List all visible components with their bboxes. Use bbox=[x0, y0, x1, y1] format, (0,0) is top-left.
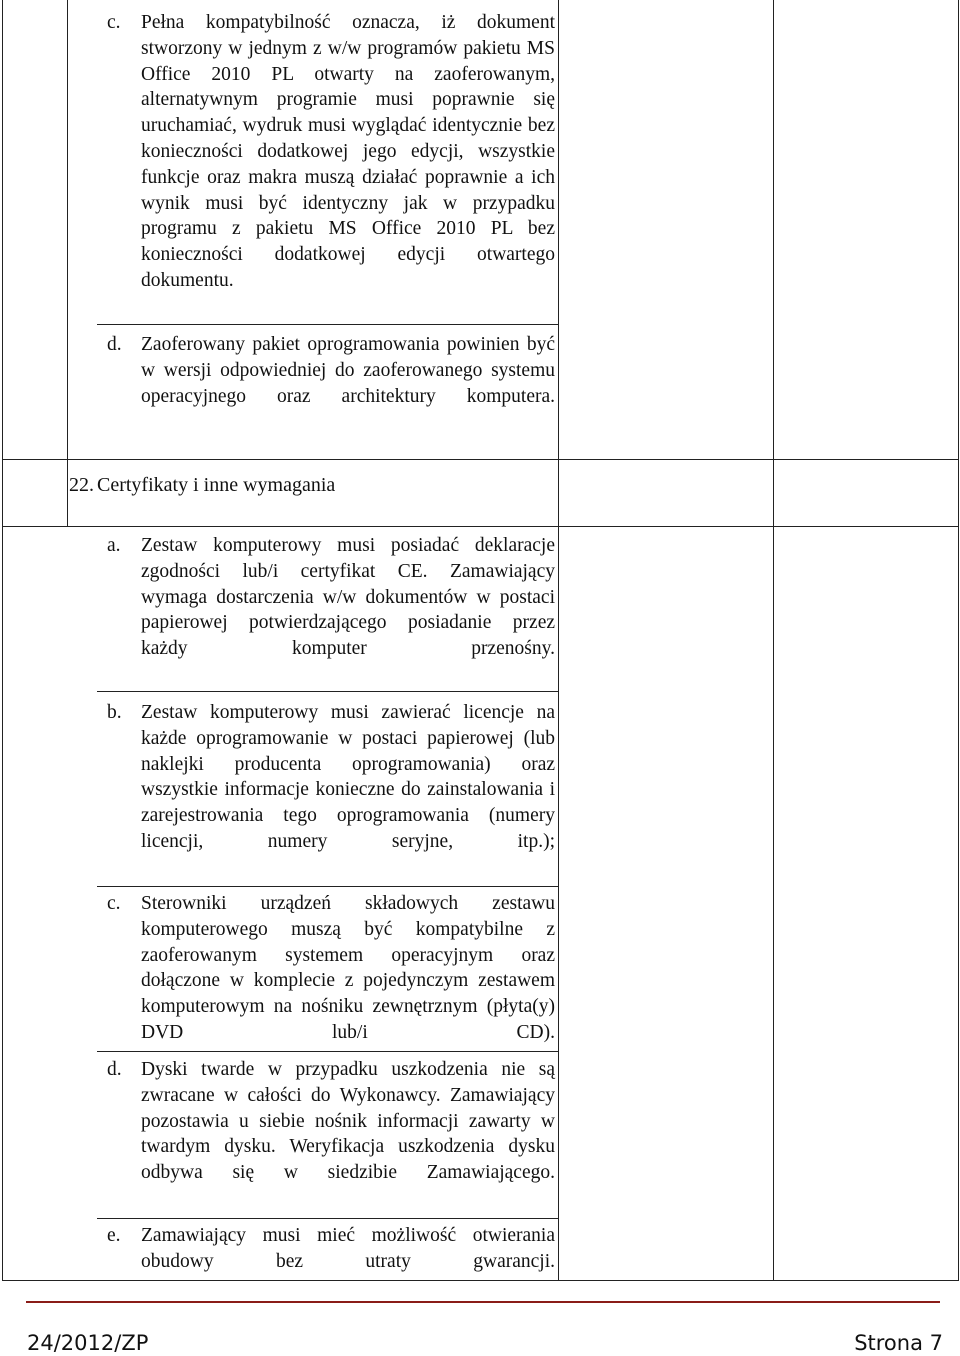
row-divider bbox=[97, 886, 558, 887]
section-number: 22. bbox=[69, 474, 94, 496]
list-item-text: Dyski twarde w przypadku uszkodzenia nie są zwracane w całości do Wykonawcy. Zamawiający pozostawia u siebie nośnik informacji zawarty w twardym dysku. Weryfikacja uszkodzenia dysku odbywa się w siedzibie Zamawiającego. bbox=[141, 1059, 555, 1184]
list-item-text: Zamawiający musi mieć możliwość otwierania obudowy bez utraty gwarancji. bbox=[141, 1225, 555, 1272]
list-item-label: c. bbox=[107, 893, 121, 914]
list-item-text: Pełna kompatybilność oznacza, iż dokument stworzony w jednym z w/w programów pakietu MS Office 2010 PL otwarty na zaoferowanym, alternatywnym programie musi poprawnie się uruchamiać, wydruk musi wyglądać identycznie bez konieczności dodatkowej jego edycji, wszystkie funkcje oraz makra muszą działać poprawnie a ich wynik musi być identyczny jak w przypadku programu z pakietu MS Office 2010 PL bez konieczności dodatkowej edycji otwartego dokumentu. bbox=[141, 12, 555, 291]
list-item bbox=[107, 1057, 555, 1212]
list-item bbox=[107, 891, 555, 1072]
list-item-label: d. bbox=[107, 1059, 122, 1080]
list-item bbox=[107, 1223, 555, 1300]
section-heading bbox=[69, 472, 338, 498]
row-divider bbox=[2, 459, 959, 460]
list-item bbox=[107, 533, 555, 688]
footer-doc-number: 24/2012/ZP bbox=[27, 1331, 149, 1355]
list-item bbox=[107, 10, 555, 320]
footer-page-number: Strona 7 bbox=[854, 1331, 943, 1355]
table-border-right bbox=[958, 0, 959, 1280]
row-divider bbox=[97, 1218, 558, 1219]
list-item-text: Zestaw komputerowy musi posiadać deklaracje zgodności lub/i certyfikat CE. Zamawiający wymaga dostarczenia w/w dokumentów w postaci papierowej potwierdzającego posiadanie przez każdy komputer przenośny. bbox=[141, 535, 555, 660]
table-border-col1 bbox=[67, 0, 68, 526]
list-item bbox=[107, 332, 555, 435]
table-border-col2 bbox=[558, 0, 559, 1280]
row-divider bbox=[97, 324, 558, 325]
list-item-text: Sterowniki urządzeń składowych zestawu komputerowego muszą być kompatybilne z zaoferowanym systemem operacyjnym oraz dołączone w komplecie z pojedynczym zestawem komputerowym na nośniku zewnętrznym (płyta(y) DVD lub/i CD). bbox=[141, 893, 555, 1043]
row-divider bbox=[2, 526, 959, 527]
list-item-label: d. bbox=[107, 334, 122, 355]
list-item-label: e. bbox=[107, 1225, 121, 1246]
list-item-label: b. bbox=[107, 702, 122, 723]
table-border-col3 bbox=[773, 0, 774, 1280]
list-item bbox=[107, 700, 555, 881]
list-item-text: Zaoferowany pakiet oprogramowania powinien być w wersji odpowiedniej do zaoferowanego systemu operacyjnego oraz architektury komputera. bbox=[141, 334, 555, 407]
section-title: Certyfikaty i inne wymagania bbox=[97, 474, 336, 496]
list-item-text: Zestaw komputerowy musi zawierać licencje na każde oprogramowanie w postaci papierowej (lub naklejki producenta oprogramowania) oraz wszystkie informacje konieczne do zainstalowania i zarejestrowania tego oprogramowania (numery licencji, numery seryjne, itp.); bbox=[141, 702, 555, 852]
row-divider bbox=[97, 691, 558, 692]
footer-rule bbox=[26, 1301, 940, 1303]
list-item-label: a. bbox=[107, 535, 121, 556]
list-item-label: c. bbox=[107, 12, 121, 33]
table-border-left bbox=[2, 0, 3, 1280]
